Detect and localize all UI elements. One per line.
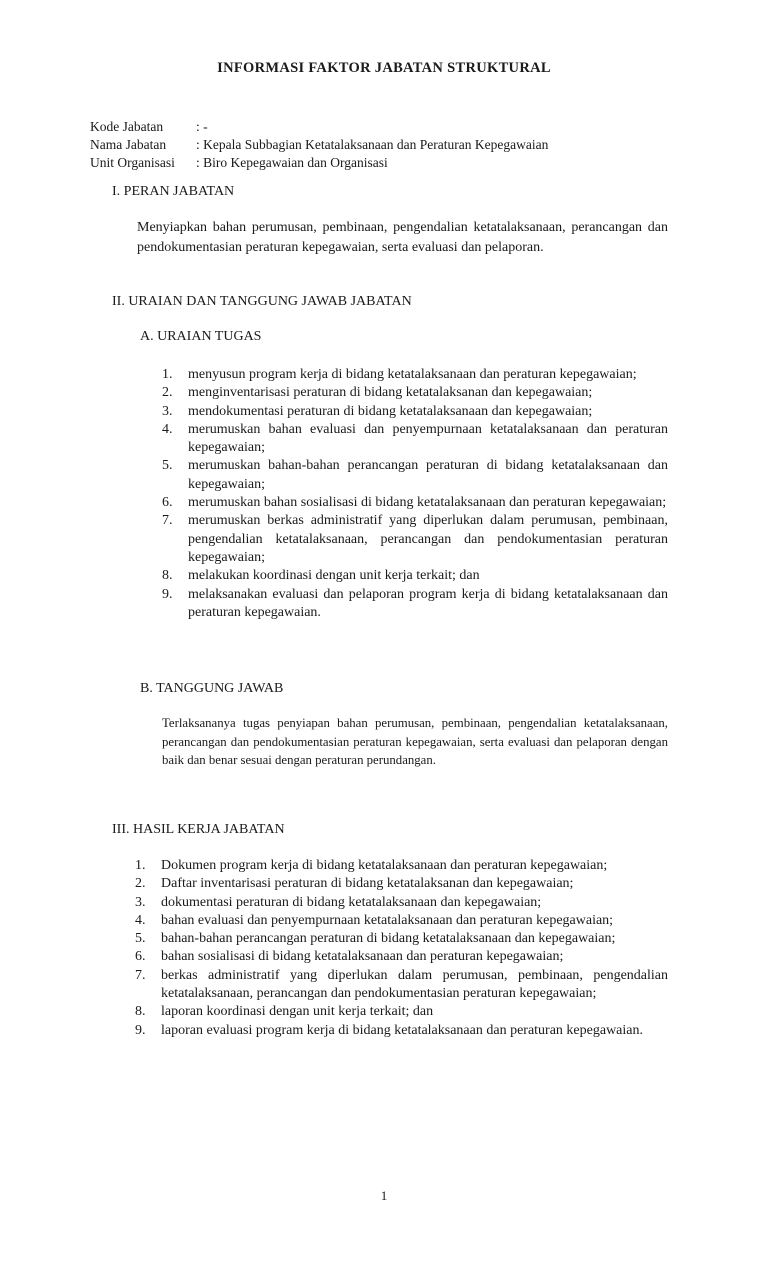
list-text: bahan evaluasi dan penyempurnaan ketatalaksanaan dan peraturan kepegawaian;: [161, 912, 614, 928]
list-number: 1.: [135, 858, 146, 873]
list-item: [135, 875, 668, 893]
list-text: laporan koordinasi dengan unit kerja terkait; dan: [161, 1004, 434, 1020]
subsection-b-heading: B. TANGGUNG JAWAB: [140, 681, 284, 696]
list-number: 2.: [135, 876, 146, 892]
meta-label: Nama Jabatan: [90, 137, 167, 152]
list-number: 3.: [135, 894, 146, 910]
meta-row-kode: [90, 118, 548, 136]
list-number: 6.: [162, 495, 173, 511]
list-text: berkas administratif yang diperlukan dalam perumusan, pembinaan, pengendalian ketatalaksanaan, perancangan dan pendokumentasian peraturan kepegawaian;: [161, 967, 668, 1002]
list-item: [162, 457, 668, 494]
list-item: [162, 494, 668, 512]
document-title: INFORMASI FAKTOR JABATAN STRUKTURAL: [217, 60, 551, 76]
list-text: menyusun program kerja di bidang ketatalaksanaan dan peraturan kepegawaian;: [188, 367, 637, 382]
list-item: [135, 948, 668, 966]
list-number: 7.: [162, 513, 173, 529]
list-text: mendokumentasi peraturan di bidang ketatalaksanaan dan kepegawaian;: [188, 403, 593, 419]
page-number: 1: [380, 1188, 388, 1203]
list-text: Dokumen program kerja di bidang ketatalaksanaan dan peraturan kepegawaian;: [161, 858, 608, 873]
list-number: 4.: [162, 421, 173, 437]
list-text: Daftar inventarisasi peraturan di bidang ketatalaksanan dan kepegawaian;: [161, 876, 574, 892]
list-item: [162, 567, 668, 585]
list-item: [135, 967, 668, 1004]
subsection-a-heading: A. URAIAN TUGAS: [140, 329, 262, 344]
list-number: 5.: [135, 931, 146, 947]
list-text: menginventarisasi peraturan di bidang ketatalaksanan dan kepegawaian;: [188, 385, 593, 401]
list-number: 4.: [135, 912, 146, 928]
list-item: [135, 1003, 668, 1021]
list-number: 9.: [162, 586, 173, 602]
list-item: [135, 912, 668, 930]
section-1-text: Menyiapkan bahan perumusan, pembinaan, pengendalian ketatalaksanaan, perancangan dan pendokumentasian peraturan kepegawaian, serta evaluasi dan pelaporan.: [137, 220, 668, 255]
job-meta-block: [90, 118, 548, 172]
list-number: 8.: [135, 1004, 146, 1020]
list-item: [135, 894, 668, 912]
hasil-kerja-list: [135, 857, 668, 1040]
list-item: [162, 512, 668, 567]
meta-value: : -: [196, 119, 208, 134]
list-text: merumuskan berkas administratif yang diperlukan dalam perumusan, pembinaan, pengendalian ketatalaksanaan, perancangan dan pendokumentasian peraturan kepegawaian;: [188, 513, 668, 565]
meta-row-unit: [90, 154, 548, 172]
meta-label: Unit Organisasi: [90, 155, 175, 170]
list-item: [162, 403, 668, 421]
tanggung-jawab-text: Terlaksananya tugas penyiapan bahan perumusan, pembinaan, pengendalian ketatalaksanaan, perancangan dan pendokumentasian peraturan kepegawaian, serta evaluasi dan pelaporan dengan baik dan benar sesuai dengan peraturan perundangan.: [162, 716, 668, 767]
list-number: 5.: [162, 458, 173, 474]
list-text: bahan sosialisasi di bidang ketatalaksanaan dan peraturan kepegawaian;: [161, 949, 564, 965]
meta-value: : Biro Kepegawaian dan Organisasi: [196, 155, 388, 170]
list-text: laporan evaluasi program kerja di bidang ketatalaksanaan dan peraturan kepegawaian.: [161, 1022, 644, 1038]
list-item: [162, 366, 668, 384]
uraian-tugas-list: [162, 366, 668, 622]
list-text: melakukan koordinasi dengan unit kerja terkait; dan: [188, 568, 480, 584]
list-number: 2.: [162, 385, 173, 401]
list-number: 6.: [135, 949, 146, 965]
list-number: 7.: [135, 967, 146, 983]
list-text: merumuskan bahan-bahan perancangan peraturan di bidang ketatalaksanaan dan kepegawaian;: [188, 458, 668, 492]
list-number: 3.: [162, 403, 173, 419]
section-3-heading: III. HASIL KERJA JABATAN: [112, 822, 285, 837]
meta-row-nama: [90, 136, 548, 154]
list-number: 9.: [135, 1022, 146, 1038]
list-number: 8.: [162, 568, 173, 584]
list-text: merumuskan bahan evaluasi dan penyempurnaan ketatalaksanaan dan peraturan kepegawaian;: [188, 421, 668, 456]
list-text: merumuskan bahan sosialisasi di bidang ketatalaksanaan dan peraturan kepegawaian;: [188, 495, 667, 511]
list-item: [162, 586, 668, 623]
list-item: [162, 384, 668, 402]
meta-value: : Kepala Subbagian Ketatalaksanaan dan Peraturan Kepegawaian: [196, 137, 549, 152]
list-text: dokumentasi peraturan di bidang ketatalaksanaan dan kepegawaian;: [161, 894, 542, 910]
list-item: [135, 1022, 668, 1040]
list-text: melaksanakan evaluasi dan pelaporan program kerja di bidang ketatalaksanaan dan peraturan kepegawaian.: [188, 586, 668, 620]
section-2-heading: II. URAIAN DAN TANGGUNG JAWAB JABATAN: [112, 294, 412, 309]
list-item: [135, 930, 668, 948]
section-1-heading: I. PERAN JABATAN: [112, 184, 235, 199]
list-item: [162, 421, 668, 458]
meta-label: Kode Jabatan: [90, 119, 164, 134]
list-number: 1.: [162, 367, 173, 382]
list-item: [135, 857, 668, 875]
list-text: bahan-bahan perancangan peraturan di bidang ketatalaksanaan dan kepegawaian;: [161, 931, 616, 947]
